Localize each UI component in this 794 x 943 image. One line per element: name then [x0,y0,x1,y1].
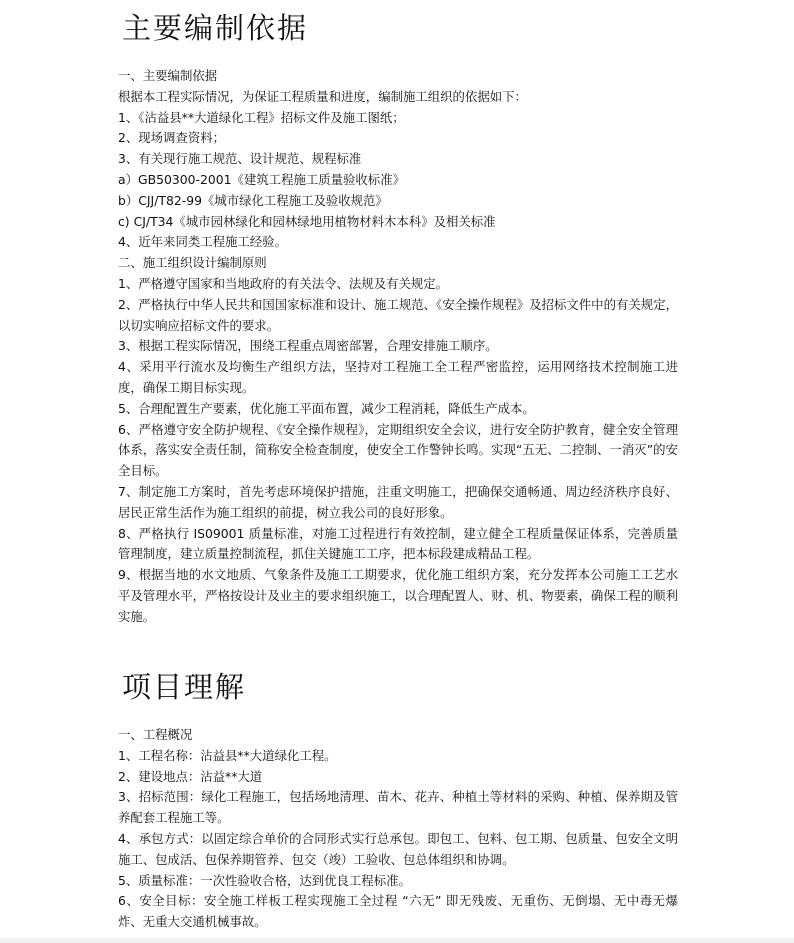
paragraph: 4、采用平行流水及均衡生产组织方法，坚持对工程施工全工程严密监控，运用网络技术控制施工进度，确保工期目标实现。 [118,359,678,395]
paragraph: c) CJ/T34《城市园林绿化和园林绿地用植物材料木本科》及相关标准 [118,213,496,229]
paragraph: 一、主要编制依据 [118,68,218,83]
paragraph: 二、施工组织设计编制原则 [118,255,267,271]
paragraph: 6、安全目标：安全施工样板工程实现施工全过程 “六无” 即无残废、无重伤、无倒塌、无中毒无爆炸、无重大交通机械事故。 [118,893,678,930]
paragraph: 3、招标范围：绿化工程施工，包括场地清理、苗木、花卉、种植土等材料的采购、种植、保养期及管养配套工程施工等。 [118,789,678,826]
paragraph: 6、严格遵守安全防护规程、《安全操作规程》，定期组织安全会议，进行安全防护教育，健全安全管理体系，落实安全责任制，简称安全检查制度，使安全工作警钟长鸣。实现“五无、二控制、一消灭”的安全目标。 [118,421,678,479]
paragraph: 9、根据当地的水文地质、气象条件及施工工期要求，优化施工组织方案，充分发挥本公司施工工艺水平及管理水平，严格按设计及业主的要求组织施工，以合理配置人、财、机、物要素，确保工程的顺利实施。 [118,567,678,624]
paragraph: 4、承包方式：以固定综合单价的合同形式实行总承包。即包工、包料、包工期、包质量、包安全文明施工、包成活、包保养期管养、包交（竣）工验收、包总体组织和协调。 [118,830,678,867]
paragraph: 8、严格执行 IS09001 质量标准，对施工过程进行有效控制，建立健全工程质量保证体系，完善质量管理制度，建立质量控制流程，抓住关键施工工序，把本标段建成精品工程。 [118,525,678,562]
paragraph: 5、合理配置生产要素，优化施工平面布置，减少工程消耗，降低生产成本。 [118,400,535,416]
paragraph: 2、现场调查资料； [118,130,226,146]
paragraph: 2、严格执行中华人民共和国国家标准和设计、施工规范、《安全操作规程》及招标文件中的有关规定，以切实响应招标文件的要求。 [118,296,678,333]
paragraph: a）GB50300-2001《建筑工程施工质量验收标准》 [118,171,405,187]
paragraph: 4、近年来同类工程施工经验。 [118,234,287,250]
section-body [118,725,678,933]
paragraph: b）CJJ/T82-99《城市绿化工程施工及验收规范》 [118,192,388,208]
section-title: 主要编制依据 [122,11,309,45]
paragraph: 2、建设地点：沾益**大道 [118,768,263,784]
paragraph: 一、工程概况 [118,727,193,742]
paragraph: 根据本工程实际情况，为保证工程质量和进度，编制施工组织的依据如下： [118,88,527,104]
paragraph: 5、质量标准：一次性验收合格，达到优良工程标准。 [118,872,411,888]
paragraph: 3、有关现行施工规范、设计规范、规程标准 [118,151,362,167]
section-title: 项目理解 [122,670,247,704]
paragraph: 7、制定施工方案时，首先考虑环境保护措施，注重文明施工，把确保交通畅通、周边经济秩序良好、居民正常生活作为施工组织的前提，树立我公司的良好形象。 [118,483,678,520]
paragraph: 1、《沾益县**大道绿化工程》招标文件及施工图纸； [118,109,405,125]
paragraph: 1、严格遵守国家和当地政府的有关法令、法规及有关规定。 [118,275,449,291]
paragraph: 3、根据工程实际情况，围绕工程重点周密部署，合理安排施工顺序。 [118,338,498,354]
page-bottom-edge [0,938,794,943]
paragraph: 1、工程名称：沾益县**大道绿化工程。 [118,747,337,763]
section-body [118,66,678,628]
